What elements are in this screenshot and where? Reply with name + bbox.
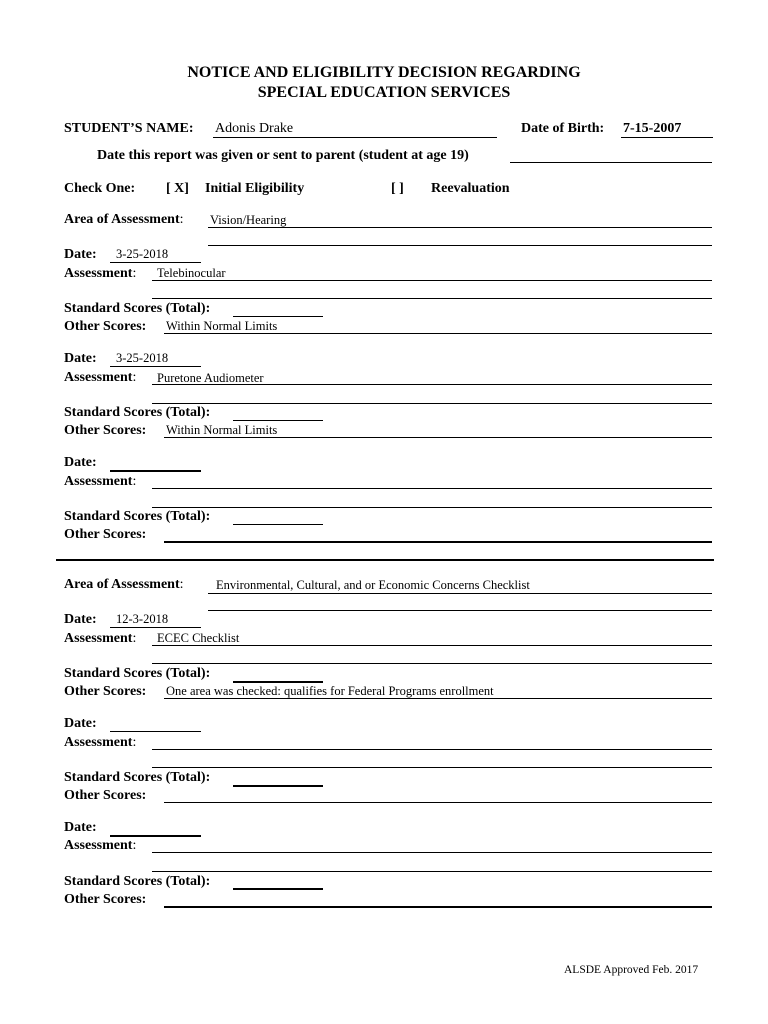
standard-scores-label: Standard Scores (Total): (64, 874, 211, 889)
standard-scores-label: Standard Scores (Total): (64, 509, 211, 524)
date-line (110, 366, 201, 367)
area-of-assessment-value[interactable]: Vision/Hearing (210, 213, 287, 227)
area-of-assessment-label: Area of Assessment: (64, 212, 184, 227)
form-title-line2: SPECIAL EDUCATION SERVICES (257, 84, 511, 101)
standard-scores-line (233, 785, 323, 787)
date-label: Date: (64, 820, 97, 835)
date-value[interactable]: 3-25-2018 (116, 351, 169, 365)
date-value[interactable]: 12-3-2018 (116, 612, 169, 626)
assessment-line (152, 384, 712, 385)
assessment-label: Assessment: (64, 838, 137, 853)
assessment-value[interactable]: ECEC Checklist (157, 631, 240, 645)
date-value[interactable]: 3-25-2018 (116, 247, 169, 261)
standard-scores-line (233, 888, 323, 890)
assessment-line (152, 280, 712, 281)
other-scores-line (164, 437, 712, 438)
standard-scores-line (233, 524, 323, 525)
assessment-value[interactable]: Telebinocular (157, 266, 226, 280)
date-label: Date: (64, 716, 97, 731)
assessment-line (152, 645, 712, 646)
reevaluation-label: Reevaluation (431, 181, 510, 196)
date-label: Date: (64, 612, 97, 627)
assessment-line-2 (152, 871, 712, 872)
date-label: Date: (64, 247, 97, 262)
dob-label: Date of Birth: (521, 121, 605, 136)
date-label: Date: (64, 455, 97, 470)
other-scores-line (164, 906, 712, 908)
initial-eligibility-label: Initial Eligibility (205, 181, 305, 196)
section-divider (56, 559, 714, 561)
other-scores-line (164, 698, 712, 699)
report-date-line (510, 162, 712, 163)
assessment-line-2 (152, 403, 712, 404)
standard-scores-line (233, 681, 323, 683)
assessment-label: Assessment: (64, 474, 137, 489)
area-line-2 (208, 245, 712, 246)
other-scores-line (164, 541, 712, 543)
standard-scores-label: Standard Scores (Total): (64, 405, 211, 420)
standard-scores-label: Standard Scores (Total): (64, 301, 211, 316)
student-name-value[interactable]: Adonis Drake (215, 121, 294, 136)
other-scores-label: Other Scores: (64, 319, 147, 334)
assessment-line-2 (152, 663, 712, 664)
assessment-value[interactable]: Puretone Audiometer (157, 371, 264, 385)
standard-scores-label: Standard Scores (Total): (64, 666, 211, 681)
form-title-line1: NOTICE AND ELIGIBILITY DECISION REGARDING (187, 64, 581, 81)
initial-eligibility-checkbox[interactable]: [ X] (166, 181, 189, 196)
assessment-label: Assessment: (64, 631, 137, 646)
area-of-assessment-value[interactable]: Environmental, Cultural, and or Economic Concerns Checklist (216, 578, 530, 592)
approval-footer: ALSDE Approved Feb. 2017 (564, 964, 699, 976)
area-line (208, 593, 712, 594)
date-line (110, 835, 201, 837)
assessment-line-2 (152, 767, 712, 768)
assessment-label: Assessment: (64, 370, 137, 385)
other-scores-label: Other Scores: (64, 788, 147, 803)
area-line (208, 227, 712, 228)
date-line (110, 627, 201, 628)
area-of-assessment-label: Area of Assessment: (64, 577, 184, 592)
assessment-line-2 (152, 298, 712, 299)
assessment-line (152, 749, 712, 750)
other-scores-value[interactable]: One area was checked: qualifies for Federal Programs enrollment (166, 684, 494, 698)
dob-line (621, 137, 713, 138)
standard-scores-label: Standard Scores (Total): (64, 770, 211, 785)
reevaluation-checkbox[interactable]: [ ] (391, 181, 404, 196)
assessment-line-2 (152, 507, 712, 508)
check-one-label: Check One: (64, 181, 136, 196)
other-scores-label: Other Scores: (64, 892, 147, 907)
date-line (110, 470, 201, 472)
standard-scores-line (233, 316, 323, 317)
report-date-label: Date this report was given or sent to parent (student at age 19) (97, 148, 469, 163)
student-name-line (213, 137, 497, 138)
date-line (110, 731, 201, 732)
date-label: Date: (64, 351, 97, 366)
student-name-label: STUDENT’S NAME: (64, 121, 194, 136)
other-scores-line (164, 333, 712, 334)
area-line-2 (208, 610, 712, 611)
assessment-line (152, 488, 712, 489)
assessment-label: Assessment: (64, 735, 137, 750)
other-scores-value[interactable]: Within Normal Limits (166, 423, 278, 437)
assessment-label: Assessment: (64, 266, 137, 281)
dob-value[interactable]: 7-15-2007 (623, 121, 682, 136)
other-scores-label: Other Scores: (64, 527, 147, 542)
date-line (110, 262, 201, 263)
other-scores-label: Other Scores: (64, 423, 147, 438)
assessment-line (152, 852, 712, 853)
other-scores-value[interactable]: Within Normal Limits (166, 319, 278, 333)
other-scores-label: Other Scores: (64, 684, 147, 699)
other-scores-line (164, 802, 712, 803)
standard-scores-line (233, 420, 323, 421)
